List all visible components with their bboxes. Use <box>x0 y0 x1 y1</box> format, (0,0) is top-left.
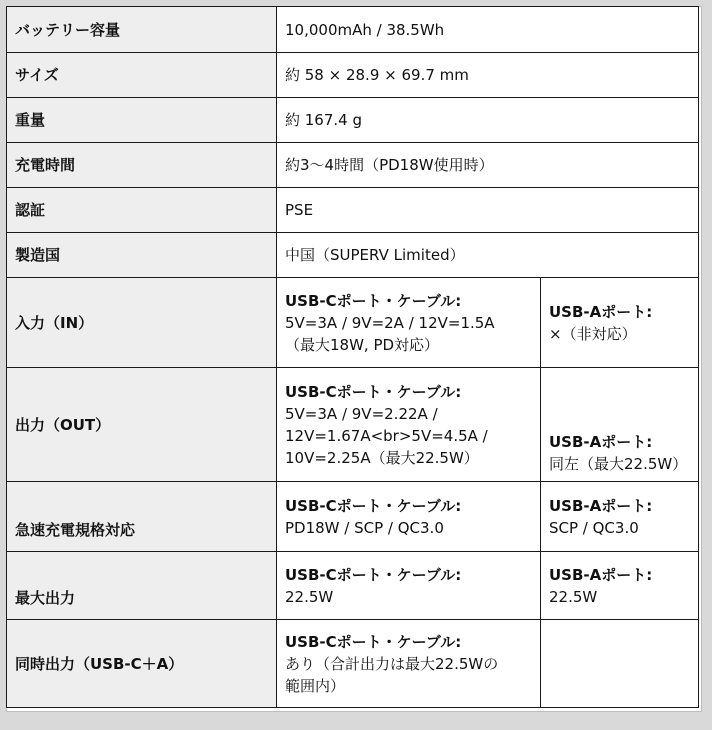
table-row-weight <box>7 98 699 143</box>
row-label: 同時出力（USB-C＋A） <box>7 620 277 708</box>
usba-cell <box>541 368 699 482</box>
usba-cell <box>541 552 699 620</box>
row-label: バッテリー容量 <box>7 7 277 53</box>
usbc-cell <box>277 368 541 482</box>
usba-line: 同左（最大22.5W） <box>549 455 688 473</box>
usbc-cell <box>277 482 541 552</box>
usba-cell <box>541 278 699 368</box>
usba-line: 22.5W <box>549 587 598 606</box>
usba-line: SCP / QC3.0 <box>549 518 639 537</box>
usbc-cell <box>277 278 541 368</box>
usba-heading: USB-Aポート: <box>549 433 653 451</box>
usbc-heading: USB-Cポート・ケーブル: <box>285 565 462 584</box>
usbc-cell <box>277 620 541 708</box>
usbc-heading: USB-Cポート・ケーブル: <box>285 382 462 401</box>
usbc-line: 10V=2.25A（最大22.5W） <box>285 448 479 467</box>
row-label: 認証 <box>7 188 277 233</box>
row-value: 約 167.4 g <box>277 98 699 143</box>
table-row-simultaneous <box>7 620 699 708</box>
usbc-line: 範囲内） <box>285 676 346 695</box>
usbc-line: 12V=1.67A<br>5V=4.5A / <box>285 426 488 445</box>
row-label: 急速充電規格対応 <box>7 482 277 552</box>
row-value: PSE <box>277 188 699 233</box>
usba-heading: USB-Aポート: <box>549 496 653 515</box>
usbc-heading: USB-Cポート・ケーブル: <box>285 291 462 310</box>
usbc-line: 5V=3A / 9V=2A / 12V=1.5A <box>285 313 495 332</box>
table-row-capacity <box>7 7 699 53</box>
row-label: 重量 <box>7 98 277 143</box>
spec-table <box>6 6 699 708</box>
row-label: 出力（OUT） <box>7 368 277 482</box>
row-value: 約 58 × 28.9 × 69.7 mm <box>277 53 699 98</box>
usbc-heading: USB-Cポート・ケーブル: <box>285 496 462 515</box>
table-row-certification <box>7 188 699 233</box>
usba-cell <box>541 482 699 552</box>
usbc-line: PD18W / SCP / QC3.0 <box>285 518 444 537</box>
table-row-fast-charge <box>7 482 699 552</box>
table-row-origin <box>7 233 699 278</box>
table-row-size <box>7 53 699 98</box>
usba-line: ×（非対応） <box>549 324 637 343</box>
usba-heading: USB-Aポート: <box>549 565 653 584</box>
usba-heading: USB-Aポート: <box>549 302 653 321</box>
row-value: 中国（SUPERV Limited） <box>277 233 699 278</box>
empty-cell <box>541 620 699 708</box>
usbc-line: 22.5W <box>285 587 334 606</box>
usbc-line: （最大18W, PD対応） <box>285 335 440 354</box>
row-label: サイズ <box>7 53 277 98</box>
table-row-max-output <box>7 552 699 620</box>
row-value: 10,000mAh / 38.5Wh <box>277 7 699 53</box>
row-label: 入力（IN） <box>7 278 277 368</box>
usbc-heading: USB-Cポート・ケーブル: <box>285 632 462 651</box>
table-row-input <box>7 278 699 368</box>
usbc-line: 5V=3A / 9V=2.22A / <box>285 404 438 423</box>
table-row-charge-time <box>7 143 699 188</box>
row-label: 充電時間 <box>7 143 277 188</box>
row-label: 製造国 <box>7 233 277 278</box>
usbc-cell <box>277 552 541 620</box>
table-row-output <box>7 368 699 482</box>
row-label: 最大出力 <box>7 552 277 620</box>
usbc-line: あり（合計出力は最大22.5Wの <box>285 654 499 673</box>
row-value: 約3〜4時間（PD18W使用時） <box>277 143 699 188</box>
